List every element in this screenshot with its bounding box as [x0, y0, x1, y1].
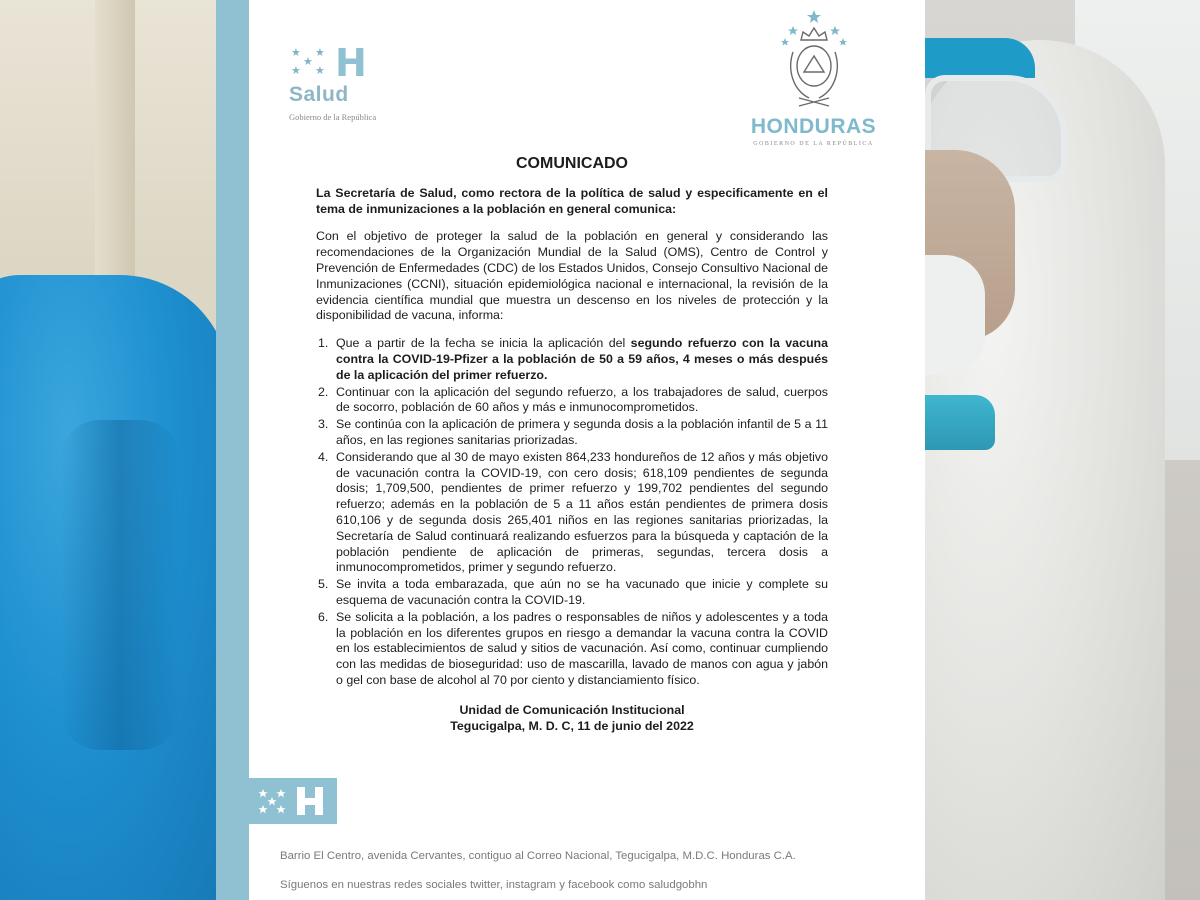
list-item [316, 385, 828, 417]
lead-paragraph: La Secretaría de Salud, como rectora de la política de salud y especificamente en el tema de inmunizaciones a la población en general comunica: [316, 185, 828, 216]
star-icon: ★ [315, 47, 325, 59]
salud-badge-mark-icon [255, 783, 331, 819]
footer-social: Síguenos en nuestras redes sociales twitter, instagram y facebook como saludgobhn [280, 879, 708, 891]
communique-body [316, 150, 828, 734]
intro-paragraph: Con el objetivo de proteger la salud de la población en general y considerando las recomendaciones de la Organización Mundial de la Salud (OMS), Centro de Control y Prevención de Enfermedades (CDC) de los Estados Unidos, Consejo Consultivo Nacional de Inmunizaciones (CCNI), situación epidemiológica nacional e internacional, la revisión de la evidencia científica mundial que muestra un descenso en los niveles de protección y la disponibilidad de vacuna, informa: [316, 229, 828, 323]
blue-tape [925, 395, 995, 450]
star-icon: ★ [291, 47, 301, 59]
document-sheet [216, 0, 925, 900]
sleeve-fold [60, 420, 180, 750]
measures-list [316, 336, 828, 689]
salud-h-letter: H [335, 41, 367, 85]
item-number: 1. [318, 336, 329, 351]
signature-unit: Unidad de Comunicación Institucional [459, 702, 685, 717]
background-photo-left [0, 0, 250, 900]
list-item [316, 610, 828, 689]
item-text: Continuar con la aplicación del segundo refuerzo, a los trabajadores de salud, cuerpos de socorro, población de 60 años y más e inmunocomprometidos. [336, 384, 828, 415]
item-text: Se invita a toda embarazada, que aún no se ha vacunado que inicie y complete su esquema de vacunación contra la COVID-19. [336, 577, 828, 607]
list-item [316, 577, 828, 609]
salud-subtitle: Gobierno de la República [289, 112, 377, 122]
list-item [316, 450, 828, 576]
star-icon: ★ [303, 56, 313, 68]
signature-block [316, 703, 828, 735]
honduras-subtitle: GOBIERNO DE LA REPÚBLICA [753, 141, 874, 147]
left-color-rail [216, 0, 249, 900]
item-text: Que a partir de la fecha se inicia la aplicación del [336, 336, 631, 351]
item-number: 5. [318, 577, 329, 592]
honduras-logo [741, 10, 886, 150]
footer-address: Barrio El Centro, avenida Cervantes, contiguo al Correo Nacional, Tegucigalpa, M.D.C. Honduras C.A. [280, 850, 796, 862]
item-text: Considerando que al 30 de mayo existen 864,233 hondureños de 12 años y más objetivo de vacunación contra la COVID-19, con cero dosis; 618,109 pendientes de segunda dosis; 1,709,500, pendientes de primer refuerzo y 199,702 pendientes del segundo refuerzo; además en la población de 5 a 11 años están pendientes de primera dosis 610,106 y de segunda dosis 265,401 niños en las regiones sanitarias priorizadas, la Secretaría de Salud continuará realizando esfuerzos para la búsqueda y captación de la población pendiente de aplicación de primeras, segundas, tercera dosis a inmunocomprometidos, primer y segundo refuerzo. [336, 449, 828, 575]
item-text: Se solicita a la población, a los padres o responsables de niños y adolescentes y a toda la población en los diferentes grupos en riesgo a demandar la vacuna contra la COVID en los establecimientos de salud y sitios de vacunación. Así como, continuar cumpliendo con las medidas de bioseguridad: uso de mascarilla, lavado de manos con agua y jabón o gel con base de alcohol al 70 por ciento y distanciamiento físico. [336, 609, 828, 687]
list-item [316, 336, 828, 383]
salud-wordmark: Salud [289, 83, 349, 106]
item-number: 3. [318, 417, 329, 432]
star-icon: ★ [315, 65, 325, 77]
salud-mark [289, 41, 429, 85]
item-text-emphasis: segundo refuerzo con la vacuna contra la COVID-19-Pfizer a la población de 50 a 59 años, 4 meses o más después de la aplicación del primer refuerzo. [336, 336, 828, 382]
document-title: COMUNICADO [516, 155, 628, 172]
background-photo-right [925, 0, 1200, 900]
footer-badge [249, 778, 337, 824]
star-icon: ★ [291, 65, 301, 77]
list-item [316, 417, 828, 449]
item-number: 2. [318, 384, 329, 399]
honduras-wordmark: HONDURAS [750, 115, 877, 138]
face-mask [925, 255, 985, 375]
salud-stars [289, 46, 333, 80]
goggle-strap [925, 38, 1035, 78]
honduras-coat-of-arms-icon [779, 10, 849, 108]
signature-place-date: Tegucigalpa, M. D. C, 11 de junio del 2022 [450, 718, 694, 733]
item-number: 4. [318, 449, 329, 464]
item-number: 6. [318, 609, 329, 624]
item-text: Se continúa con la aplicación de primera y segunda dosis a la población infantil de 5 a 11 años, en las regiones sanitarias priorizadas. [336, 417, 828, 447]
salud-logo [289, 41, 429, 125]
